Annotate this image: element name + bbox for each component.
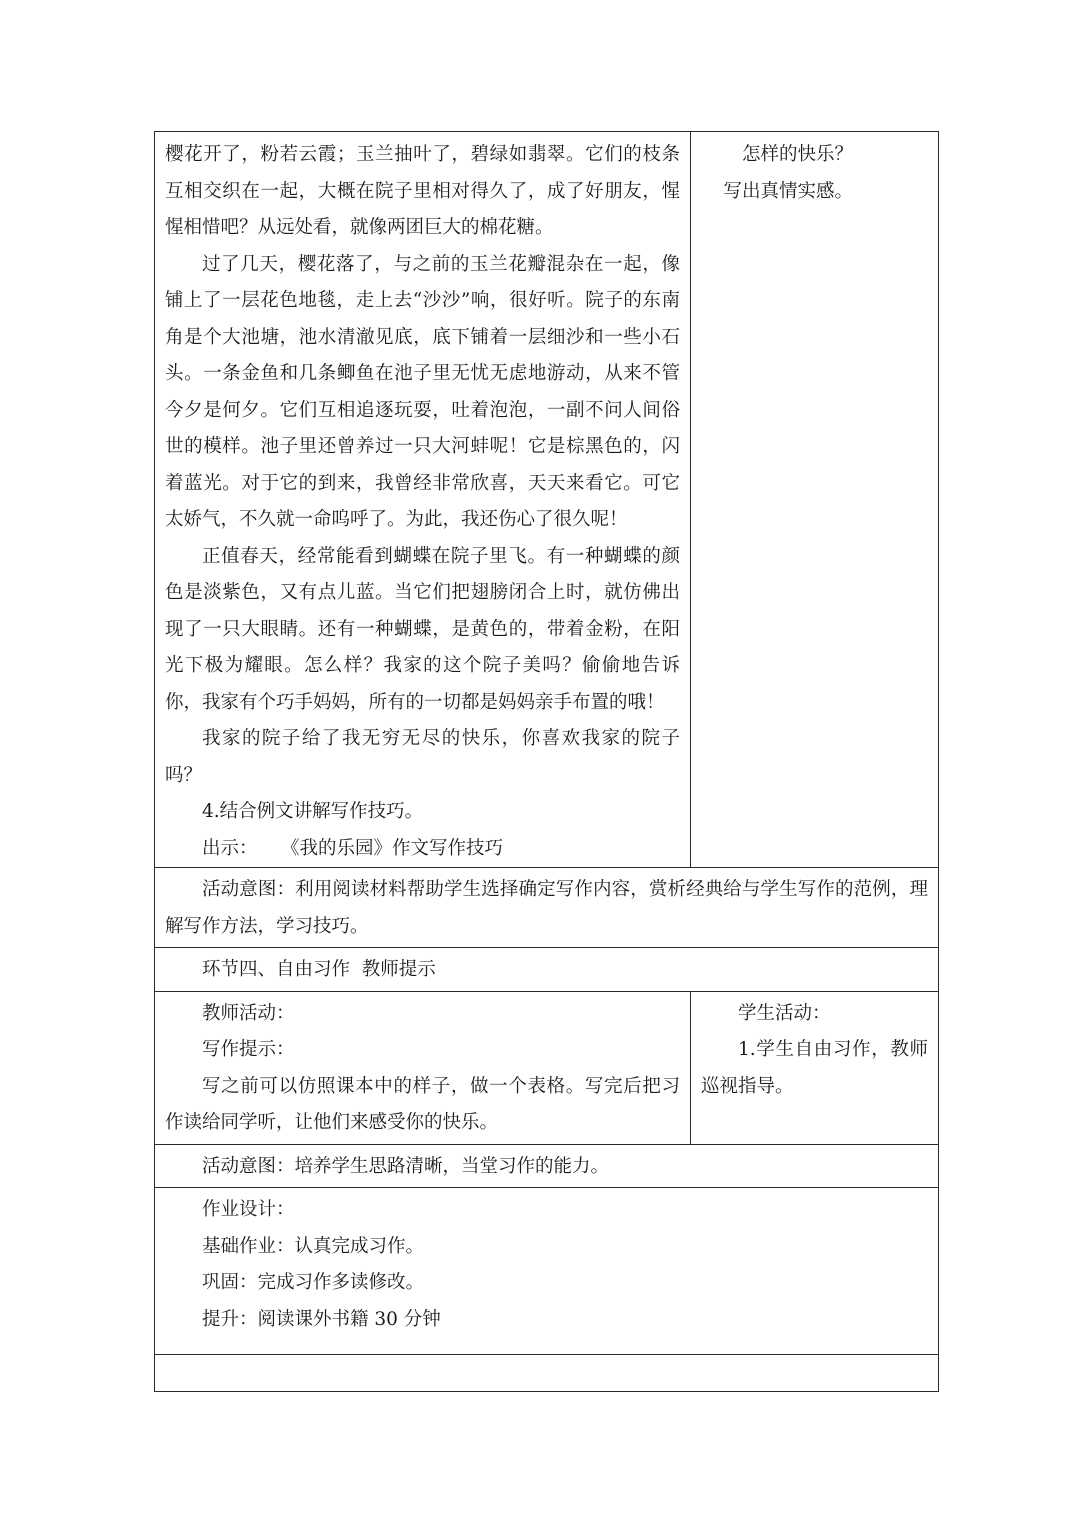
- side-notes-cell: [691, 132, 939, 868]
- activity-intent-cell-1: [155, 868, 939, 948]
- essay-paragraph-1: 樱花开了，粉若云霞；玉兰抽叶了，碧绿如翡翠。它们的枝条互相交织在一起，大概在院子里相对得久了，成了好朋友，惺惺相惜吧？从远处看，就像两团巨大的棉花糖。: [165, 144, 680, 238]
- activity-intent-row-2: [155, 1144, 939, 1188]
- empty-row: [155, 1355, 939, 1392]
- section-four-cell: [155, 948, 939, 992]
- empty-cell: [155, 1355, 939, 1392]
- activity-intent-text-1: 活动意图：利用阅读材料帮助学生选择确定写作内容，赏析经典给与学生写作的范例，理解写作方法，学习技巧。: [165, 879, 928, 937]
- side-note-happiness: 怎样的快乐？: [742, 144, 854, 165]
- section-four-title: 环节四、自由习作 教师提示: [202, 959, 436, 980]
- homework-basic: 基础作业：认真完成习作。: [202, 1235, 425, 1257]
- activity-intent-row-1: [155, 868, 939, 948]
- homework-heading: 作业设计：: [202, 1199, 295, 1220]
- writing-tip-heading: 写作提示：: [202, 1039, 295, 1060]
- essay-paragraph-2: 过了几天，樱花落了，与之前的玉兰花瓣混杂在一起，像铺上了一层花色地毯，走上去“沙沙”响，很好听。院子的东南角是个大池塘，池水清澈见底，底下铺着一层细沙和一些小石头。一条金鱼和几条鲫鱼在池子里无忧无虑地游动，从来不管今夕是何夕。它们互相追逐玩耍，吐着泡泡，一副不问人间俗世的模样。池子里还曾养过一只大河蚌呢！它是棕黑色的，闪着蓝光。对于它的到来，我曾经非常欣喜，天天来看它。可它太娇气，不久就一命呜呼了。为此，我还伤心了很久呢！: [165, 253, 680, 530]
- teacher-activity-heading: 教师活动：: [202, 1002, 295, 1024]
- essay-cell: [155, 132, 691, 868]
- student-activity-heading: 学生活动：: [738, 1002, 831, 1024]
- student-activity-body: 1.学生自由习作，教师巡视指导。: [701, 1039, 928, 1097]
- activities-row: [155, 991, 939, 1144]
- teacher-activity-cell: [155, 991, 691, 1144]
- lesson-plan-table: [154, 131, 939, 1392]
- writing-skill-display: 出示： 《我的乐园》作文写作技巧: [202, 837, 504, 859]
- side-note-true-feelings: 写出真情实感。: [723, 180, 854, 202]
- homework-improve: 提升：阅读课外书籍 30 分钟: [202, 1308, 441, 1330]
- homework-row: [155, 1188, 939, 1355]
- essay-paragraph-4: 我家的院子给了我无穷无尽的快乐，你喜欢我家的院子吗？: [165, 728, 680, 786]
- student-activity-cell: [691, 991, 939, 1144]
- homework-cell: [155, 1188, 939, 1355]
- writing-tip-body: 写之前可以仿照课本中的样子，做一个表格。写完后把习作读给同学听，让他们来感受你的快乐。: [165, 1075, 680, 1133]
- homework-consolidate: 巩固：完成习作多读修改。: [202, 1272, 425, 1293]
- activity-intent-text-2: 活动意图：培养学生思路清晰，当堂习作的能力。: [202, 1155, 610, 1177]
- writing-skill-step: 4.结合例文讲解写作技巧。: [202, 801, 424, 822]
- section-four-row: [155, 948, 939, 992]
- essay-paragraph-3: 正值春天，经常能看到蝴蝶在院子里飞。有一种蝴蝶的颜色是淡紫色，又有点儿蓝。当它们把翅膀闭合上时，就仿佛出现了一只大眼睛。还有一种蝴蝶，是黄色的，带着金粉，在阳光下极为耀眼。怎么样？我家的这个院子美吗？偷偷地告诉你，我家有个巧手妈妈，所有的一切都是妈妈亲手布置的哦！: [165, 545, 680, 713]
- activity-intent-cell-2: [155, 1144, 939, 1188]
- essay-row: [155, 132, 939, 868]
